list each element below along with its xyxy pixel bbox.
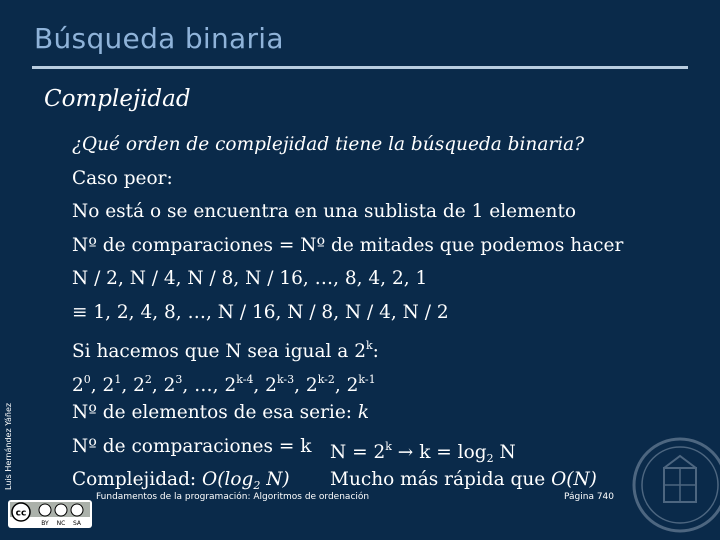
course-footer: Fundamentos de la programación: Algoritmos de ordenación [96, 492, 370, 502]
power-assumption-line [72, 329, 692, 363]
series-sep-5: , 2 [253, 374, 277, 396]
complexity-value-b: N) [260, 469, 290, 490]
log-derivation-sub: 2 [486, 451, 494, 465]
cc-sa-label: SA [72, 520, 82, 527]
series-base: 2 [72, 374, 84, 396]
cc-nc-label: NC [56, 520, 66, 527]
series-exp-7: k-2 [317, 372, 335, 386]
series-exp-1: 0 [83, 372, 91, 386]
power-assumption-text: Si hacemos que N sea igual a 2 [72, 341, 366, 362]
series-exp-8: k-1 [358, 372, 376, 386]
series-sep-6: , 2 [294, 374, 318, 396]
powers-series-line [72, 363, 692, 397]
series-sep-4: , …, 2 [182, 374, 237, 396]
right-arrow-icon: → [397, 441, 414, 463]
text-line-3: No está o se encuentra en una sublista de 1 elemento [72, 201, 577, 222]
cc-license-icon[interactable] [8, 500, 92, 528]
series-sep-2: , 2 [121, 374, 145, 396]
comparisons-text: Nº de comparaciones = k [72, 435, 312, 457]
series-exp-2: 1 [114, 372, 122, 386]
comparison-note-order: O(N) [551, 469, 597, 490]
svg-text:cc: cc [15, 508, 27, 519]
slide-title: Búsqueda binaria [34, 22, 284, 55]
cc-by-label: BY [41, 520, 49, 527]
question-line: ¿Qué orden de complejidad tiene la búsqueda binaria? [72, 134, 585, 155]
nc-dollar-icon [55, 504, 67, 516]
author-vertical-label: Luis Hernández Yáñez [4, 402, 13, 490]
text-line-4: Nº de comparaciones = Nº de mitades que podemos hacer [72, 234, 624, 256]
series-sep-1: , 2 [90, 374, 115, 396]
series-length-line [72, 396, 692, 430]
complexity-value-sub: 2 [253, 479, 261, 492]
complexity-label: Complejidad: [72, 469, 203, 490]
complexity-value-a: O(log [202, 469, 254, 490]
power-exponent: k [365, 339, 373, 352]
by-person-icon [39, 504, 51, 516]
series-sep-3: , 2 [151, 374, 176, 396]
halves-sequence-line: N / 2, N / 4, N / 8, N / 16, …, 8, 4, 2, 1 [72, 268, 428, 289]
comparison-note [330, 463, 597, 497]
slide-body [72, 128, 692, 497]
series-exp-4: 3 [175, 372, 183, 386]
series-exp-5: k-4 [236, 372, 254, 386]
series-sep-7: , 2 [334, 374, 359, 396]
power-assumption-colon: : [372, 341, 379, 362]
page-number: Página 740 [564, 492, 615, 502]
log-derivation-sup: k [385, 439, 392, 453]
university-seal-icon [630, 430, 720, 540]
worst-case-line: Caso peor: [72, 167, 173, 189]
log-derivation-a: N = 2 [330, 441, 386, 463]
title-underline [32, 66, 688, 69]
series-exp-6: k-3 [276, 372, 295, 386]
series-exp-3: 2 [144, 372, 152, 386]
complexity-value [202, 469, 290, 490]
log-derivation-d: N [493, 441, 516, 463]
series-length-text: Nº de elementos de esa serie: [72, 402, 358, 423]
log-derivation-c: k = log [413, 441, 487, 463]
section-subtitle: Complejidad [44, 86, 191, 112]
sa-share-icon [71, 504, 83, 516]
comparison-note-text: Mucho más rápida que [330, 469, 552, 490]
series-length-var: k [357, 402, 370, 423]
comparisons-line [72, 430, 692, 464]
equivalent-sequence-line: ≡ 1, 2, 4, 8, …, N / 16, N / 8, N / 4, N / 2 [72, 301, 449, 323]
